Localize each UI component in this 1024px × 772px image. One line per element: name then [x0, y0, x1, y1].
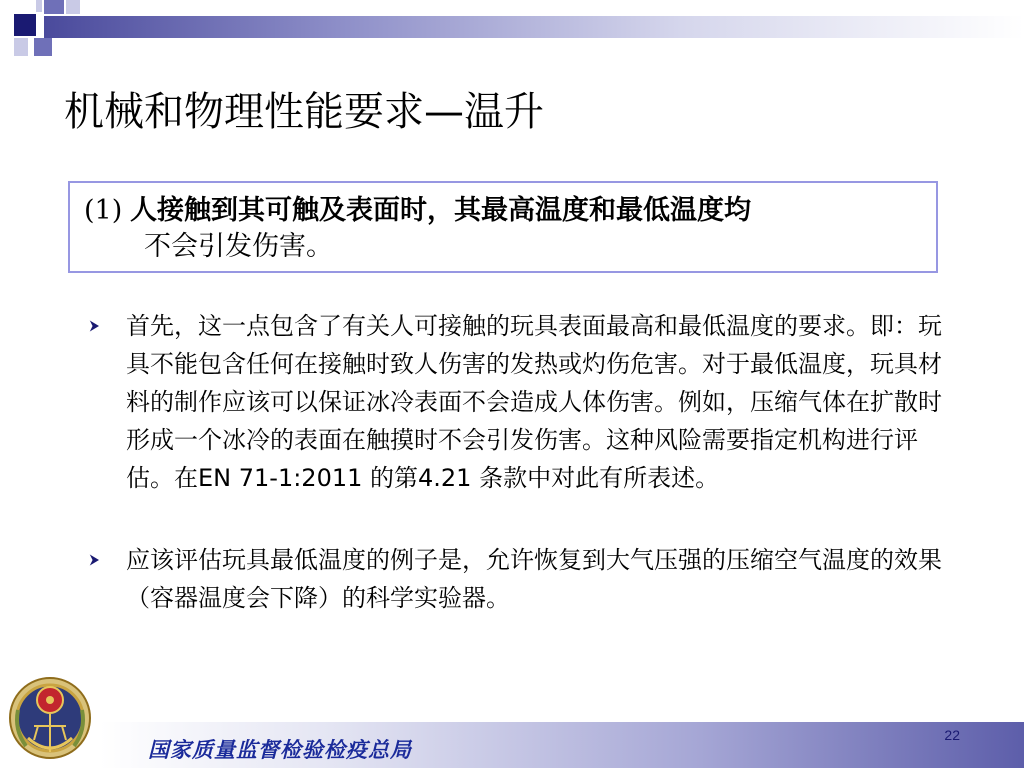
- arrow-bullet-icon: [86, 541, 104, 579]
- page-number: 22: [944, 727, 960, 743]
- corner-square-mid: [44, 0, 64, 14]
- corner-square-light-3: [36, 0, 42, 12]
- slide-title: 机械和物理性能要求—温升: [64, 89, 544, 135]
- callout-line-1: 人接触到其可触及表面时，其最高温度和最低温度均: [130, 195, 751, 226]
- callout-text: [130, 193, 926, 265]
- corner-square-mid-2: [34, 38, 52, 56]
- bullet-text: 应该评估玩具最低温度的例子是，允许恢复到大气压强的压缩空气温度的效果（容器温度会下降）的科学实验器。: [126, 546, 942, 612]
- bullet-list: [84, 307, 944, 617]
- bullet-text: 首先，这一点包含了有关人可接触的玩具表面最高和最低温度的要求。即：玩具不能包含任何在接触时致人伤害的发热或灼伤危害。对于最低温度，玩具材料的制作应该可以保证冰冷表面不会造成人体伤害。例如，压缩气体在扩散时形成一个冰冷的表面在触摸时不会引发伤害。这种风险需要指定机构进行评估。在EN 71-1:2011 的第4.21 条款中对此有所表述。: [126, 312, 942, 492]
- arrow-bullet-icon: [86, 307, 104, 345]
- emblem-logo-icon: [0, 660, 100, 768]
- footer-org-name: 国家质量监督检验检疫总局: [148, 737, 412, 762]
- corner-square-light-2: [14, 38, 28, 56]
- corner-square-navy: [14, 14, 36, 36]
- corner-square-light: [66, 0, 80, 14]
- callout-number: (1): [84, 195, 123, 226]
- callout-line-2: 不会引发伤害。: [144, 231, 333, 262]
- bullet-item: [84, 307, 944, 497]
- requirement-callout: [68, 181, 938, 273]
- header-gradient-bar: [44, 16, 1024, 38]
- bullet-item: [84, 541, 944, 617]
